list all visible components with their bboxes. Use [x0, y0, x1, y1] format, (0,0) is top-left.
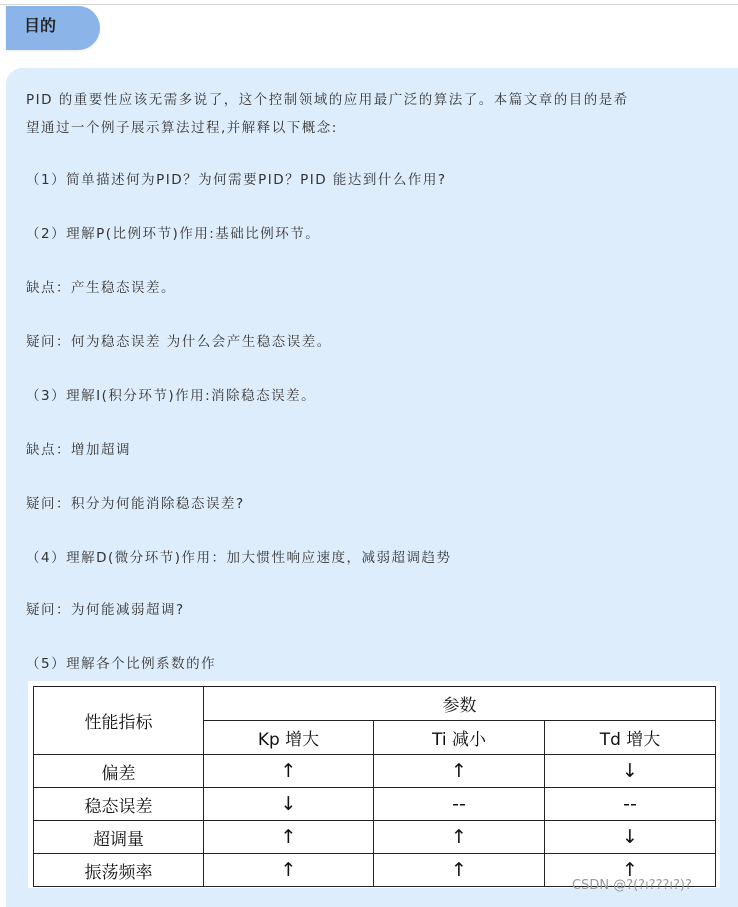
list-item-10: （5）理解各个比例系数的作 [26, 656, 217, 672]
list-item-4: 疑问：何为稳态误差 为什么会产生稳态误差。 [26, 334, 332, 350]
table-cell: ↑ [545, 854, 716, 887]
table-cell: ↓ [204, 788, 374, 821]
table-cell: ↑ [374, 821, 545, 854]
table-cell: ↑ [204, 821, 374, 854]
list-item-9: 疑问：为何能减弱超调? [26, 602, 185, 618]
table-cell: -- [374, 788, 545, 821]
table-cell: ↑ [374, 854, 545, 887]
table-row-label: 振荡频率 [34, 854, 204, 887]
intro-line-1: PID 的重要性应该无需多说了，这个控制领域的应用最广泛的算法了。本篇文章的目的是希 [26, 92, 629, 108]
list-item-7: 疑问：积分为何能消除稳态误差? [26, 496, 245, 512]
table-row-header: 性能指标 [34, 687, 204, 755]
section-heading-title: 目的 [24, 16, 57, 35]
table-row-label: 稳态误差 [34, 788, 204, 821]
table-row [34, 755, 716, 788]
table-cell: ↑ [374, 755, 545, 788]
list-item-5: （3）理解I(积分环节)作用:消除稳态误差。 [26, 388, 317, 404]
table-cell: ↓ [545, 821, 716, 854]
intro-line-2: 望通过一个例子展示算法过程,并解释以下概念: [26, 120, 338, 136]
table-row-label: 超调量 [34, 821, 204, 854]
table-row [34, 788, 716, 821]
table-cell: ↓ [545, 755, 716, 788]
table-col-header: Ti 减小 [374, 721, 545, 755]
table-row-label: 偏差 [34, 755, 204, 788]
table-cell: ↑ [204, 854, 374, 887]
list-item-3: 缺点：产生稳态误差。 [26, 280, 176, 296]
table-col-header: Kp 增大 [204, 721, 374, 755]
list-item-8: （4）理解D(微分环节)作用：加大惯性响应速度，减弱超调趋势 [26, 550, 452, 566]
list-item-1: （1）简单描述何为PID？为何需要PID？PID 能达到什么作用? [26, 172, 447, 188]
table-cell: -- [545, 788, 716, 821]
pid-parameter-table-image [28, 681, 720, 888]
list-item-2: （2）理解P(比例环节)作用:基础比例环节。 [26, 226, 321, 242]
top-divider [0, 4, 738, 5]
csdn-watermark: CSDN @?(?ı???ı?)? [572, 878, 692, 893]
list-item-6: 缺点：增加超调 [26, 442, 131, 458]
table-col-header: Td 增大 [545, 721, 716, 755]
table-group-header: 参数 [204, 687, 716, 721]
table-row [34, 821, 716, 854]
pid-parameter-table [33, 686, 716, 887]
table-cell: ↑ [204, 755, 374, 788]
